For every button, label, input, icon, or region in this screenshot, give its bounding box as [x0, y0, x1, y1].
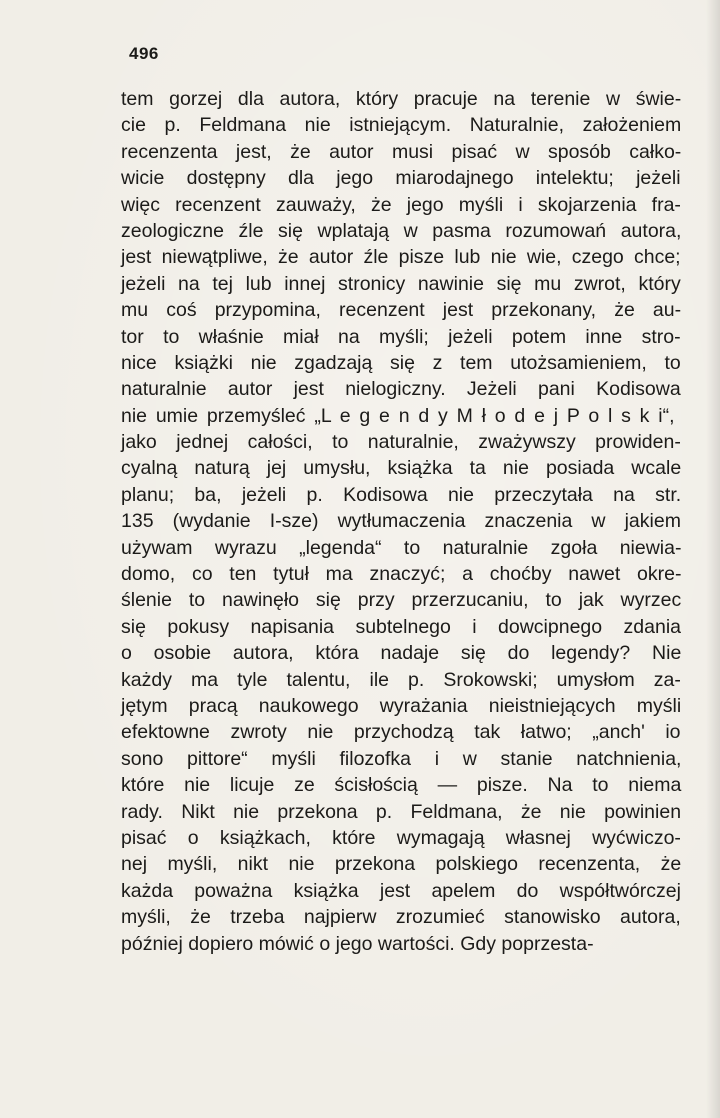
- page-edge-shadow: [706, 0, 720, 1118]
- text-line: cyalną naturą jej umysłu, książka ta nie posiada wcale: [121, 457, 682, 480]
- text-line: nice książki nie zgadzają się z tem utożsamieniem, to: [121, 351, 681, 374]
- text-line: efektowne zwroty nie przychodzą tak łatwo; „anch' io: [121, 721, 681, 744]
- text-line: każdy ma tyle talentu, ile p. Srokowski; umysłom za-: [121, 668, 681, 691]
- text-line: jeżeli na tej lub innej stronicy nawinie się mu zwrot, który: [121, 272, 681, 295]
- text-line: recenzenta jest, że autor musi pisać w sposób całko-: [121, 140, 682, 163]
- page-number: 496: [129, 44, 159, 63]
- text-line: domo, co ten tytuł ma znaczyć; a choćby nawet okre-: [121, 563, 682, 586]
- text-line: nej myśli, nikt nie przekona polskiego recenzenta, że: [121, 853, 682, 876]
- text-line: tem gorzej dla autora, który pracuje na terenie w świe-: [121, 88, 682, 110]
- text-line: sono pittore“ myśli filozofka i w stanie natchnienia,: [121, 747, 682, 770]
- text-line: ślenie to nawinęło się przy przerzucaniu, to jak wyrzec: [121, 589, 682, 612]
- text-line: które nie licuje ze ścisłością — pisze. Na to niema: [121, 774, 682, 797]
- text-line: planu; ba, jeżeli p. Kodisowa nie przeczytała na str.: [121, 483, 682, 506]
- text-line: więc recenzent zauważy, że jego myśli i skojarzenia fra-: [121, 193, 681, 216]
- text-line: cie p. Feldmana nie istniejącym. Naturalnie, założeniem: [121, 114, 682, 137]
- text-line: jętym pracą naukowego wyrażania nieistniejących myśli: [121, 694, 682, 717]
- text-line: każda poważna książka jest apelem do współtwórczej: [121, 879, 681, 902]
- text-line: myśli, że trzeba najpierw zrozumieć stanowisko autora,: [121, 906, 681, 929]
- text-line: jako jednej całości, to naturalnie, zważywszy prowiden-: [121, 431, 681, 454]
- text-line: wicie dostępny dla jego miarodajnego intelektu; jeżeli: [121, 167, 681, 190]
- text-line: nie umie przemyśleć „L e g e n d y M ł o d e j P o l s k i“,: [121, 404, 675, 427]
- text-line: pisać o książkach, które wymagają własnej wyćwiczo-: [121, 826, 681, 849]
- text-line: tor to właśnie miał na myśli; jeżeli potem inne stro-: [121, 325, 681, 348]
- text-line: jest niewątpliwe, że autor źle pisze lub nie wie, czego chce;: [121, 246, 681, 269]
- text-line: później dopiero mówić o jego wartości. Gdy poprzesta-: [121, 932, 594, 955]
- text-line: naturalnie autor jest nielogiczny. Jeżeli pani Kodisowa: [121, 378, 681, 401]
- body-text: [121, 86, 681, 957]
- text-line: się pokusy napisania subtelnego i dowcipnego zdania: [121, 615, 681, 638]
- text-line: mu coś przypomina, recenzent jest przekonany, że au-: [121, 299, 682, 322]
- text-line: rady. Nikt nie przekona p. Feldmana, że nie powinien: [121, 800, 682, 823]
- text-line: o osobie autora, która nadaje się do legendy? Nie: [121, 642, 682, 665]
- text-line: używam wyrazu „legenda“ to naturalnie zgoła niewia-: [121, 536, 682, 559]
- text-line: zeologiczne źle się wplatają w pasma rozumowań autora,: [121, 219, 682, 242]
- text-line: 135 (wydanie I-sze) wytłumaczenia znaczenia w jakiem: [121, 510, 681, 533]
